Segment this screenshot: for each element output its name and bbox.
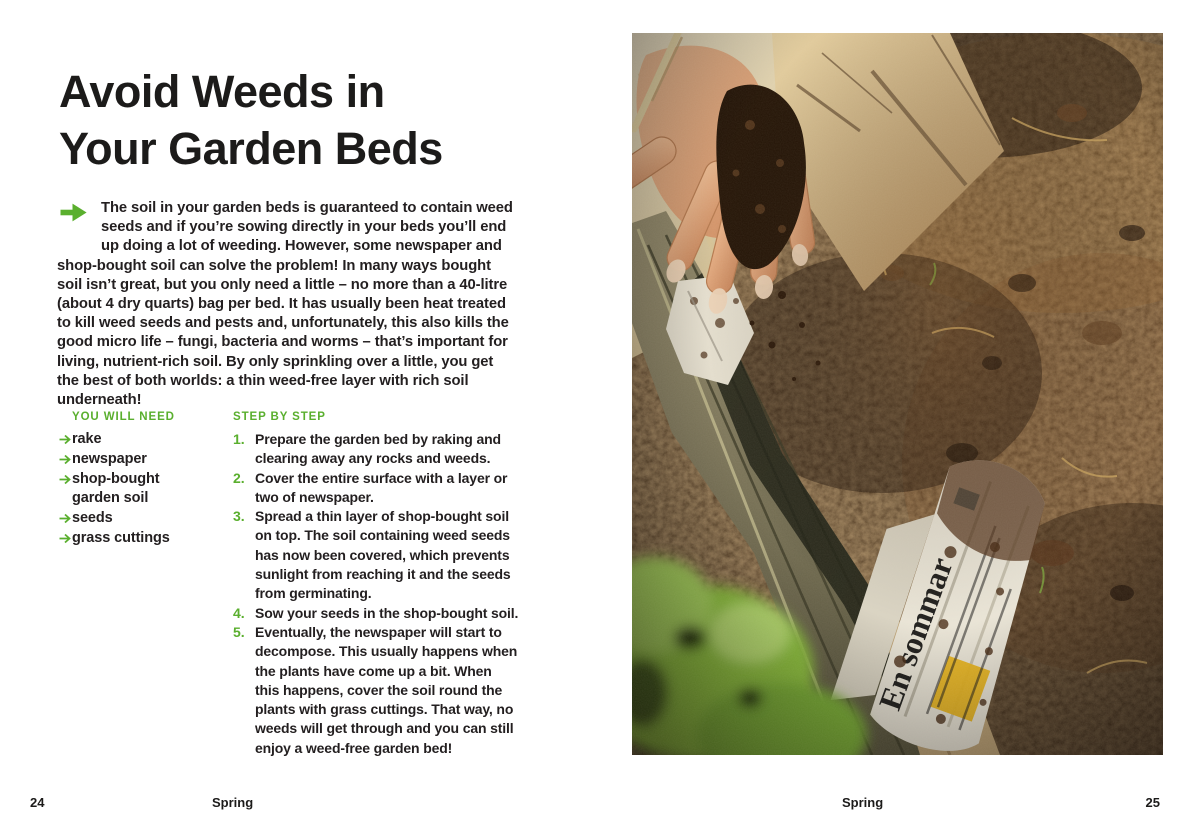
step-text: Eventually, the newspaper will start to decompose. This usually happens when the plants have come up a bit. When this happens, cover the soil round the plants with grass cuttings. That way, no weeds will get through and you can still enjoy a weed-free garden bed!: [255, 623, 518, 756]
you-will-need-heading: YOU WILL NEED: [72, 411, 175, 423]
need-item-label: seeds: [72, 510, 113, 527]
you-will-need-section: [59, 411, 209, 549]
step-number: 3.: [233, 508, 245, 525]
need-item-label: rake: [72, 431, 102, 447]
step-item: [233, 604, 519, 623]
title-line-2: Your Garden Beds: [59, 123, 443, 174]
step-item: [233, 507, 519, 603]
step-item: [233, 469, 519, 508]
page-title: [59, 63, 443, 177]
arrow-right-icon: [59, 474, 72, 485]
need-item-label: grass cuttings: [72, 530, 170, 547]
running-footer-right: Spring: [842, 795, 884, 810]
step-text: Cover the entire surface with a layer or two of newspaper.: [255, 469, 508, 505]
need-item-label: newspaper: [72, 450, 147, 467]
intro-text-wrap: [57, 199, 517, 410]
list-item: [59, 529, 209, 548]
need-item-label: shop-bought garden soil: [72, 470, 160, 507]
step-text: Sow your seeds in the shop-bought soil.: [255, 604, 519, 621]
arrow-right-icon: [59, 513, 72, 524]
page-number-left: 24: [30, 795, 45, 810]
step-number: 1.: [233, 431, 245, 447]
step-by-step-section: [233, 411, 519, 758]
step-text: Spread a thin layer of shop-bought soil on top. The soil containing weed seeds has now been covered, which prevents sunlight from reaching it and the seeds from germinating.: [255, 508, 511, 602]
step-number: 5.: [233, 623, 245, 640]
garden-photo: [632, 33, 1163, 755]
step-number: 4.: [233, 604, 245, 621]
list-item: [59, 470, 209, 509]
list-item: [59, 450, 209, 469]
page-number-right: 25: [1145, 795, 1160, 810]
arrow-right-icon: [59, 533, 72, 544]
list-item: [59, 509, 209, 528]
intro-paragraph: [57, 199, 517, 410]
arrow-right-icon: [59, 434, 72, 445]
step-text: Prepare the garden bed by raking and clearing away any rocks and weeds.: [255, 431, 501, 467]
you-will-need-list: [59, 430, 209, 548]
list-item: [59, 430, 209, 449]
arrow-right-icon: [59, 454, 72, 465]
running-footer-left: Spring: [212, 795, 254, 810]
step-number: 2.: [233, 469, 245, 486]
step-by-step-heading: STEP BY STEP: [233, 411, 326, 423]
intro-text: The soil in your garden beds is guaranteed to contain weed seeds and if you’re sowing directly in your beds you’ll end up doing a lot of weeding. However, some newspaper and shop-bought soil can solve the problem! In many ways bought soil isn’t great, but you only need a little – no more than a 40-litre (about 4 dry quarts) bag per bed. It has usually been heat treated to kill weed seeds and pests and, unfortunately, this also kills the good micro life – fungi, bacteria and worms – that’s important for living, nutrient-rich soil. By only sprinkling over a little, you get the best of both worlds: a thin weed-free layer with rich soil underneath!: [57, 200, 513, 409]
title-line-1: Avoid Weeds in: [59, 66, 385, 117]
step-by-step-list: [233, 430, 519, 758]
arrow-right-icon: [59, 202, 88, 223]
step-item: [233, 430, 519, 469]
step-item: [233, 623, 519, 758]
